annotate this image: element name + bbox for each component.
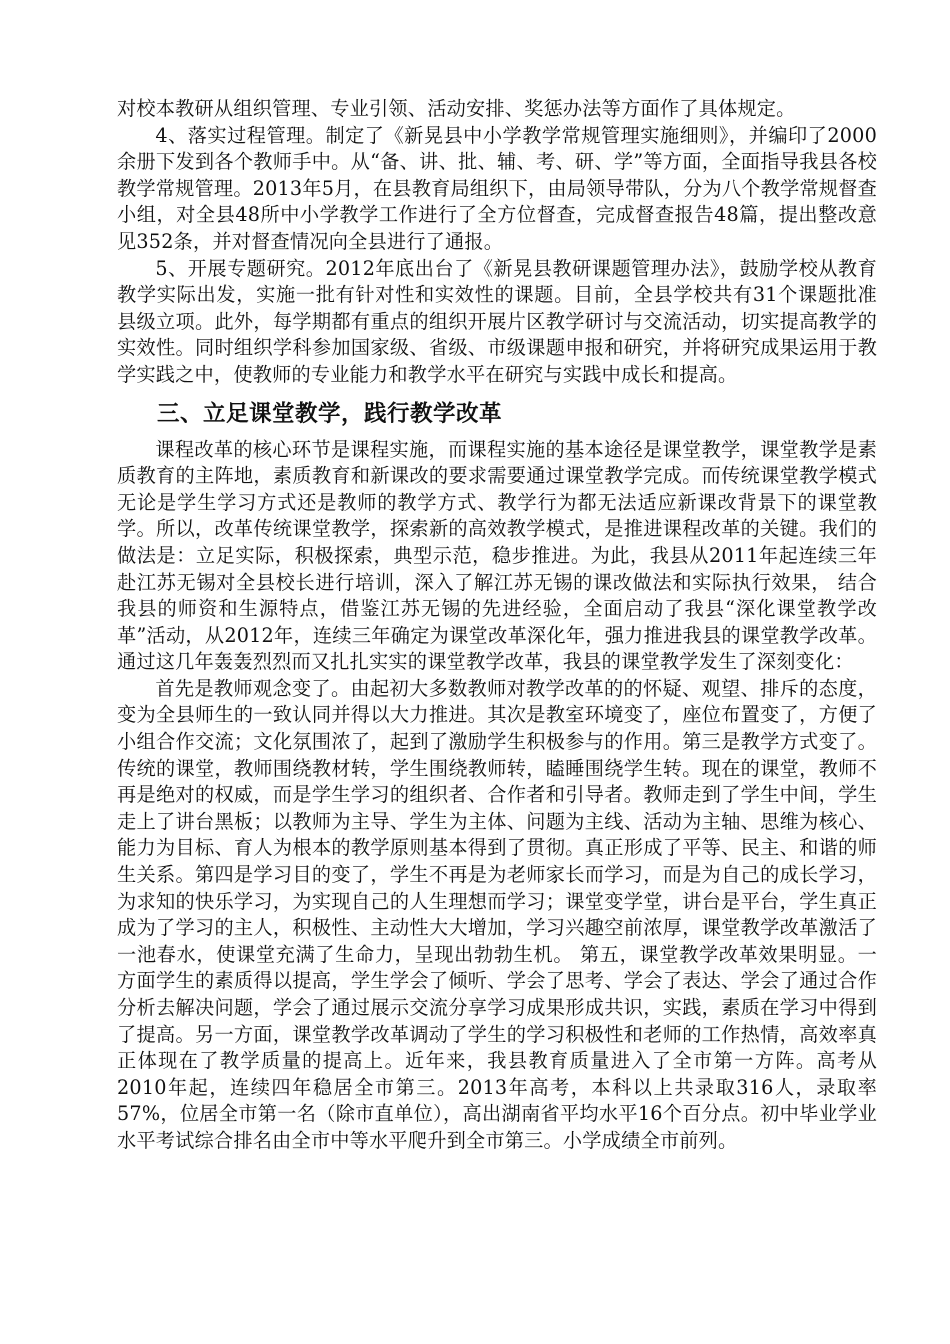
paragraph-process-management: 4、落实过程管理。制定了《新晃县中小学教学常规管理实施细则》，并编印了2000余册下发到各个教师手中。从“备、讲、批、辅、考、研、学”等方面，全面指导我县各校教学常规管理。2013年5月，在县教育局组织下，由局领导带队，分为八个教学常规督查小组，对全县48所中小学教学工作进行了全方位督查，完成督查报告48篇，提出整改意见352条，并对督查情况向全县进行了通报。 <box>117 123 877 253</box>
paragraph-topic-research: 5、开展专题研究。2012年底出台了《新晃县教研课题管理办法》，鼓励学校从教育教学实际出发，实施一批有针对性和实效性的课题。目前，全县学校共有31个课题批准县级立项。此外，每学期都有重点的组织开展片区教学研讨与交流活动，切实提高教学的实效性。同时组织学科参加国家级、省级、市级课题申报和研究，并将研究成果运用于教学实践之中，使教师的专业能力和教学水平在研究与实践中成长和提高。 <box>117 256 877 386</box>
document-page <box>117 96 877 1155</box>
paragraph-reform-changes: 首先是教师观念变了。由起初大多数教师对教学改革的的怀疑、观望、排斥的态度，变为全县师生的一致认同并得以大力推进。其次是教室环境变了，座位布置变了，方便了小组合作交流；文化氛围浓了，起到了激励学生积极参与的作用。第三是教学方式变了。传统的课堂，教师围绕教材转，学生围绕教师转，瞌睡围绕学生转。现在的课堂，教师不再是绝对的权威，而是学生学习的组织者、合作者和引导者。教师走到了学生中间，学生走上了讲台黑板；以教师为主导、学生为主体、问题为主线、活动为主轴、思维为核心、能力为目标、育人为根本的教学原则基本得到了贯彻。真正形成了平等、民主、和谐的师生关系。第四是学习目的变了，学生不再是为老师家长而学习，而是为自己的成长学习，为求知的快乐学习，为实现自己的人生理想而学习；课堂变学堂，讲台是平台，学生真正成为了学习的主人，积极性、主动性大大增加，学习兴趣空前浓厚，课堂教学改革激活了一池春水，使课堂充满了生命力，呈现出勃勃生机。 第五，课堂教学改革效果明显。一方面学生的素质得以提高，学生学会了倾听、学会了思考、学会了表达、学会了通过合作分析去解决问题，学会了通过展示交流分享学习成果形成共识，实践，素质在学习中得到了提高。另一方面，课堂教学改革调动了学生的学习积极性和老师的工作热情，高效率真正体现在了教学质量的提高上。近年来，我县教育质量进入了全市第一方阵。高考从2010年起，连续四年稳居全市第三。2013年高考，本科以上共录取316人，录取率57%，位居全市第一名（除市直单位），高出湖南省平均水平16个百分点。初中毕业学业水平考试综合排名由全市中等水平爬升到全市第三。小学成绩全市前列。 <box>117 676 877 1152</box>
paragraph-school-research-rules: 对校本教研从组织管理、专业引领、活动安排、奖惩办法等方面作了具体规定。 <box>117 97 796 120</box>
paragraph-classroom-reform-intro: 课程改革的核心环节是课程实施，而课程实施的基本途径是课堂教学，课堂教学是素质教育的主阵地，素质教育和新课改的要求需要通过课堂教学完成。而传统课堂教学模式无论是学生学习方式还是教师的教学方式、教学行为都无法适应新课改背景下的课堂教学。所以，改革传统课堂教学，探索新的高效教学模式，是推进课程改革的关键。我们的做法是：立足实际，积极探索，典型示范，稳步推进。为此，我县从2011年起连续三年赴江苏无锡对全县校长进行培训，深入了解江苏无锡的课改做法和实际执行效果， 结合我县的师资和生源特点，借鉴江苏无锡的先进经验，全面启动了我县“深化课堂教学改革”活动，从2012年，连续三年确定为课堂改革深化年，强力推进我县的课堂教学改革。通过这几年轰轰烈烈而又扎扎实实的课堂教学改革，我县的课堂教学发生了深刻变化： <box>117 437 877 674</box>
section-heading: 三、立足课堂教学，践行教学改革 <box>157 400 503 427</box>
